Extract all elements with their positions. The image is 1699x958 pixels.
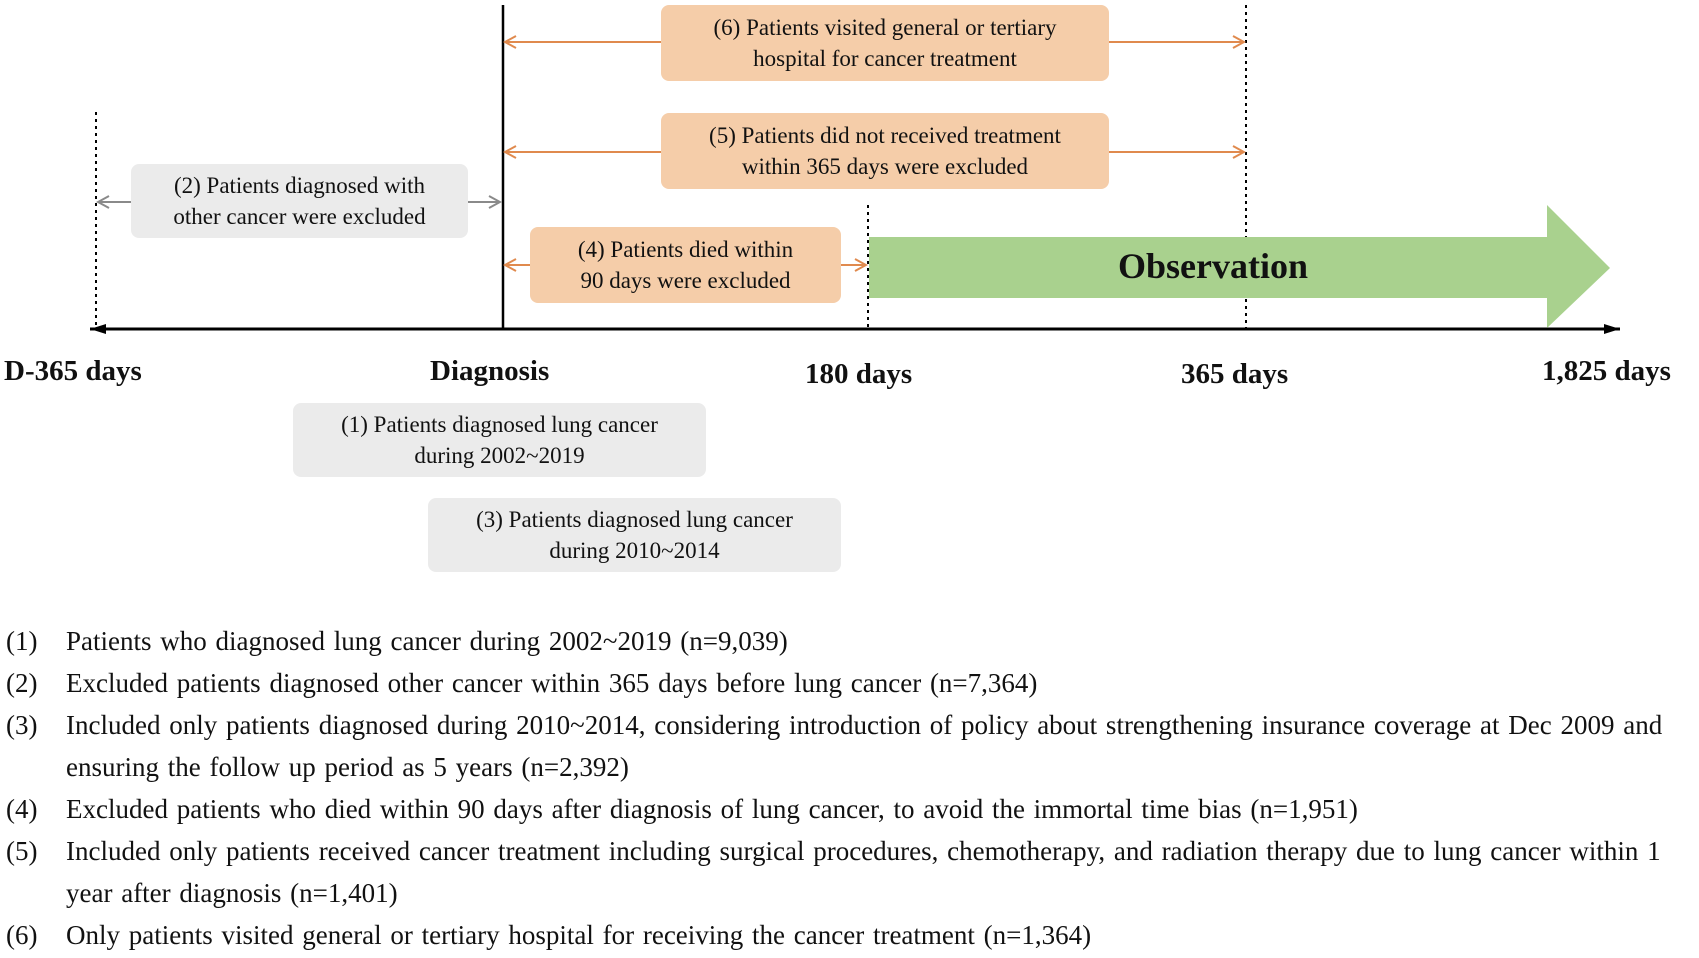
box-1-text: (1) Patients diagnosed lung cancer during 2002~2019 [341, 412, 658, 468]
label-diagnosis: Diagnosis [430, 355, 550, 387]
note-number: (3) [6, 710, 38, 740]
box-6-hospital [661, 5, 1109, 81]
observation-label: Observation [1118, 246, 1309, 286]
note-text: Excluded patients diagnosed other cancer within 365 days before lung cancer (n=7,364) [66, 668, 1038, 698]
note-text: Excluded patients who died within 90 days after diagnosis of lung cancer, to avoid the immortal time bias (n=1,951) [66, 794, 1358, 824]
label-1825-days: 1,825 days [1542, 355, 1671, 387]
label-365-days: 365 days [1181, 358, 1289, 390]
box-5-text: (5) Patients did not received treatment within 365 days were excluded [709, 123, 1061, 179]
box-3-diagnosed-2010 [428, 498, 841, 572]
note-item [6, 620, 1696, 662]
note-item [6, 830, 1696, 914]
note-item [6, 914, 1696, 956]
note-item [6, 704, 1696, 788]
note-number: (4) [6, 794, 38, 824]
note-number: (2) [6, 668, 38, 698]
note-text: Only patients visited general or tertiary hospital for receiving the cancer treatment (n=1,364) [66, 920, 1092, 950]
note-item [6, 662, 1696, 704]
notes-list [6, 620, 1696, 956]
note-number: (6) [6, 920, 38, 950]
box-2-other-cancer [131, 164, 468, 238]
label-180-days: 180 days [805, 358, 913, 390]
note-text: Patients who diagnosed lung cancer during 2002~2019 (n=9,039) [66, 626, 788, 656]
box-4-text: (4) Patients died within 90 days were excluded [577, 237, 794, 293]
label-d365: D-365 days [4, 355, 142, 387]
box-4-died [530, 227, 841, 303]
box-5-no-treatment [661, 113, 1109, 189]
note-number: (1) [6, 626, 38, 656]
note-text: Included only patients received cancer treatment including surgical procedures, chemotherapy, and radiation therapy due to lung cancer within 1 year after diagnosis (n=1,401) [66, 836, 1661, 908]
note-item [6, 788, 1696, 830]
note-number: (5) [6, 836, 38, 866]
box-6-text: (6) Patients visited general or tertiary hospital for cancer treatment [713, 15, 1057, 71]
box-2-text: (2) Patients diagnosed with other cancer were excluded [173, 173, 426, 229]
box-3-text: (3) Patients diagnosed lung cancer during 2010~2014 [476, 507, 793, 563]
box-1-diagnosed [293, 403, 706, 477]
note-text: Included only patients diagnosed during 2010~2014, considering introduction of policy about strengthening insurance coverage at Dec 2009 and ensuring the follow up period as 5 years (n=2,392) [66, 710, 1663, 782]
